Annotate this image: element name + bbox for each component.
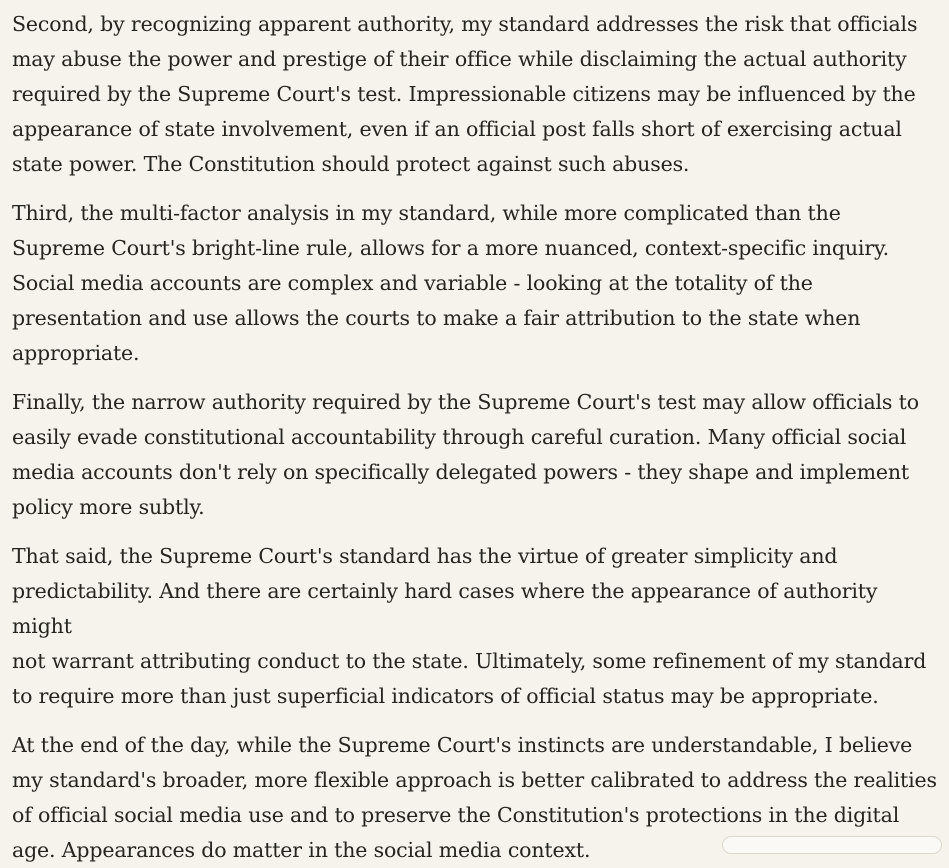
- response-text: [12, 7, 937, 868]
- paragraph-conclusion: At the end of the day, while the Supreme Court's instincts are understandable, I believe my standard's broader, more flexible approach is better calibrated to address the realities of official social media use and to preserve the Constitution's protections in the digital age. Appearances do matter in the social media context.: [12, 733, 937, 862]
- paragraph-multi-factor-analysis: Third, the multi-factor analysis in my standard, while more complicated than the Supreme Court's bright-line rule, allows for a more nuanced, context-specific inquiry. Social media accounts are complex and variable - looking at the totality of the presentation and use allows the courts to make a fair attribution to the state when appropriate.: [12, 201, 890, 365]
- paragraph-apparent-authority: Second, by recognizing apparent authority, my standard addresses the risk that officials may abuse the power and prestige of their office while disclaiming the actual authority required by the Supreme Court's test. Impressionable citizens may be influenced by the appearance of state involvement, even if an official post falls short of exercising actual state power. The Constitution should protect against such abuses.: [12, 12, 918, 176]
- partially-visible-action-bar[interactable]: [722, 836, 942, 854]
- paragraph-supreme-court-virtue: That said, the Supreme Court's standard has the virtue of greater simplicity and predictability. And there are certainly hard cases where the appearance of authority might not warrant attributing conduct to the state. Ultimately, some refinement of my standard to require more than just superficial indicators of official status may be appropriate.: [12, 544, 927, 708]
- paragraph-narrow-authority: Finally, the narrow authority required by the Supreme Court's test may allow officials to easily evade constitutional accountability through careful curation. Many official social media accounts don't rely on specifically delegated powers - they shape and implement policy more subtly.: [12, 390, 919, 519]
